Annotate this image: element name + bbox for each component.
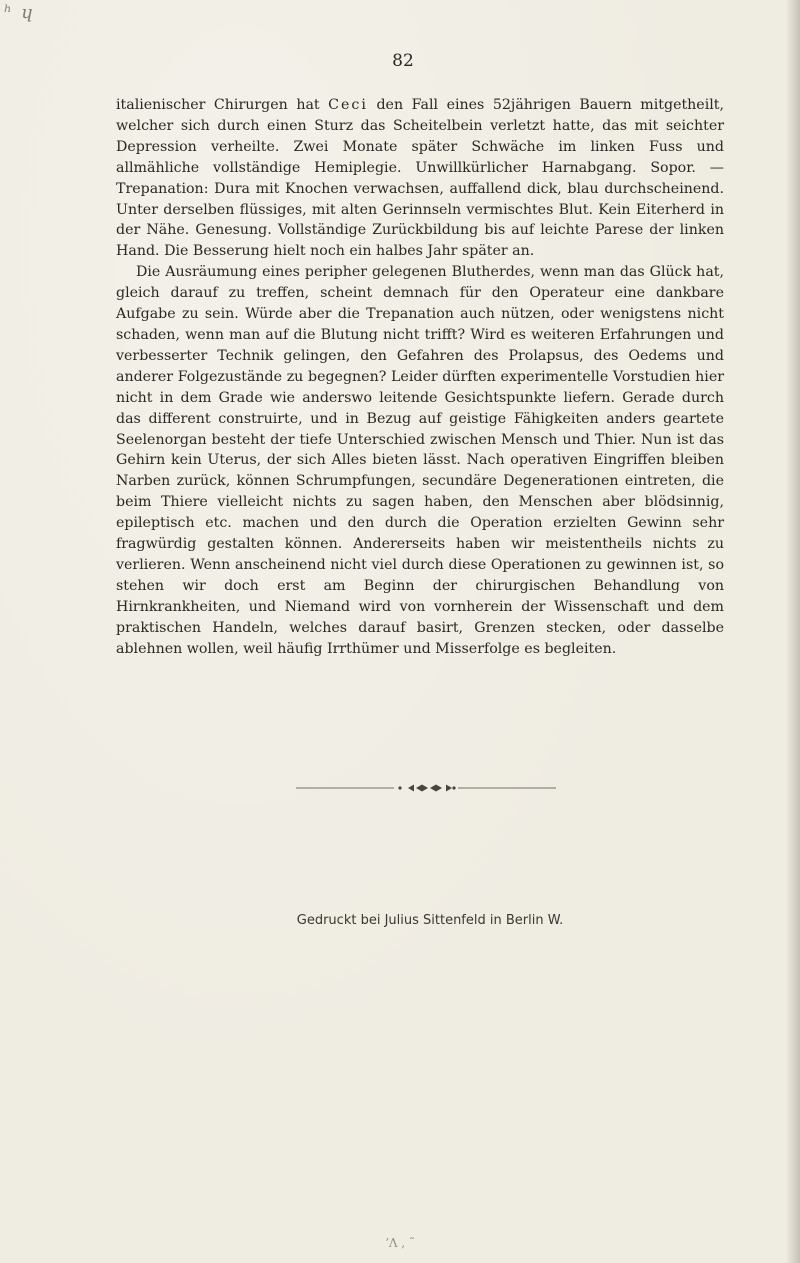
- page-number: 82: [392, 51, 414, 71]
- surgeon-name: Ceci: [328, 97, 368, 113]
- body-text: [116, 95, 724, 659]
- paragraph-discussion: Die Ausräumung eines peripher gelegenen Blutherdes, wenn man das Glück hat, gleich darauf zu treffen, scheint demnach für den Operateur eine dankbare Aufgabe zu sein. Würde aber die Trepanation auch nützen, oder wenigstens nicht schaden, wenn man auf die Blutung nicht trifft? Wird es weiteren Erfahrungen und verbesserter Technik gelingen, den Gefahren des Prolapsus, des Oedems und anderer Folgezustände zu begegnen? Leider dürften experimentelle Vorstudien hier nicht in dem Grade wie anderswo leitende Gesichtspunkte liefern. Gerade durch das different construirte, und in Bezug auf geistige Fähigkeiten anders geartete Seelenorgan besteht der tiefe Unterschied zwischen Mensch und Thier. Nun ist das Gehirn kein Uterus, der sich Alles bieten lässt. Nach operativen Eingriffen bleiben Narben zurück, können Schrumpfungen, secundäre Degenerationen eintreten, die beim Thiere vielleicht nichts zu sagen haben, den Menschen aber blödsinnig, epileptisch etc. machen und den durch die Operation erzielten Gewinn sehr fragwürdig gestalten können. Andererseits haben wir meistentheils nichts zu verlieren. Wenn anscheinend nicht viel durch diese Operationen zu gewinnen ist, so stehen wir doch erst am Beginn der chirurgischen Behandlung von Hirnkrankheiten, und Niemand wird von vornherein der Wissenschaft und dem praktischen Handeln, welches darauf basirt, Grenzen stecken, oder dasselbe ablehnen wollen, weil häufig Irrthümer und Misserfolge es begleiten.: [116, 264, 724, 657]
- printer-imprint: Gedruckt bei Julius Sittenfeld in Berlin W.: [296, 913, 564, 928]
- paragraph-text: italienischer Chirurgen hat: [116, 97, 329, 113]
- page-edge-shadow: [786, 0, 800, 1263]
- paragraph-text: den Fall eines 52jährigen Bauern mitgetheilt, welcher sich durch einen Sturz das Scheitelbein verletzt hatte, das mit seichter Depression verheilte. Zwei Monate später Schwäche im linken Fuss und allmähliche vollständige Hemiplegie. Unwillkürlicher Harnabgang. Sopor. — Trepanation: Dura mit Knochen verwachsen, auffallend dick, blau durchscheinend. Unter derselben flüssiges, mit alten Gerinnseln vermischtes Blut. Kein Eiterherd in der Nähe. Genesung. Vollständige Zurückbildung bis auf leichte Parese der linken Hand. Die Besserung hielt noch ein halbes Jahr später an.: [116, 97, 724, 260]
- ornamental-divider: [296, 783, 556, 793]
- paragraph-case-report: [116, 95, 724, 262]
- corner-pencil-mark: ʰ ɥ: [4, 2, 36, 23]
- bottom-stray-mark: ʼɅ , ˜: [385, 1236, 415, 1250]
